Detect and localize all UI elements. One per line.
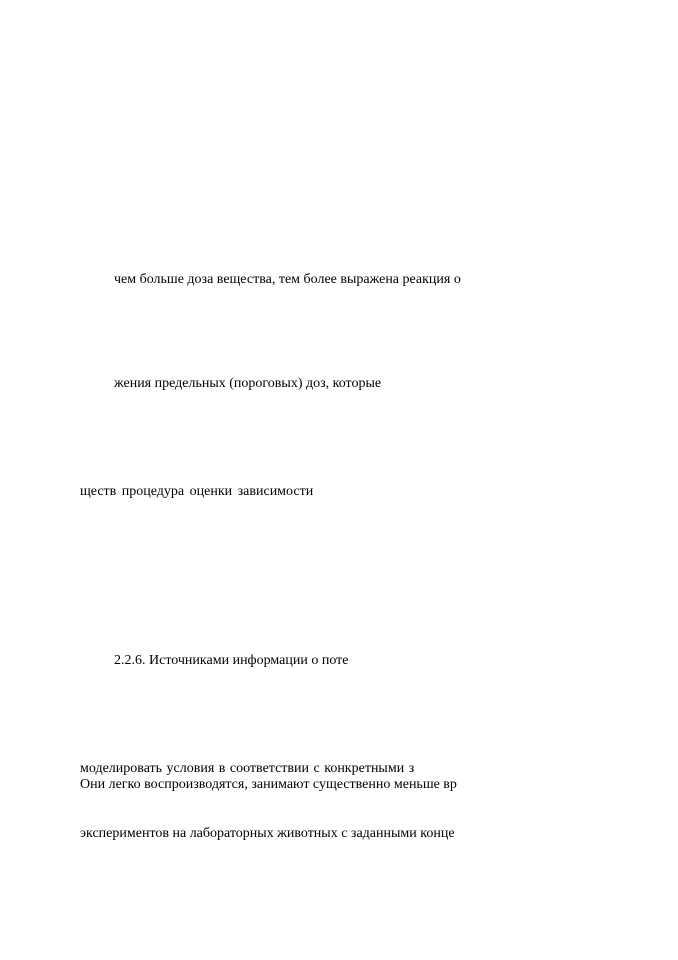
text-line-reproducibility: Они легко воспроизводятся, занимают существенно меньше вр xyxy=(80,777,457,792)
text-line-lab-experiments: экспериментов на лабораторных животных с заданными конце xyxy=(80,826,455,841)
text-line-dose-response: чем больше доза вещества, тем более выражена реакция о xyxy=(114,272,461,287)
text-line-assessment-procedure: ществ процедура оценки зависимости xyxy=(80,484,314,499)
text-line-threshold-doses: жения предельных (пороговых) доз, которые xyxy=(114,376,382,391)
section-heading-2-2-6: 2.2.6. Источниками информации о поте xyxy=(114,653,349,668)
text-line-modeling-conditions: моделировать условия в соответствии с конкретными з xyxy=(80,761,415,776)
